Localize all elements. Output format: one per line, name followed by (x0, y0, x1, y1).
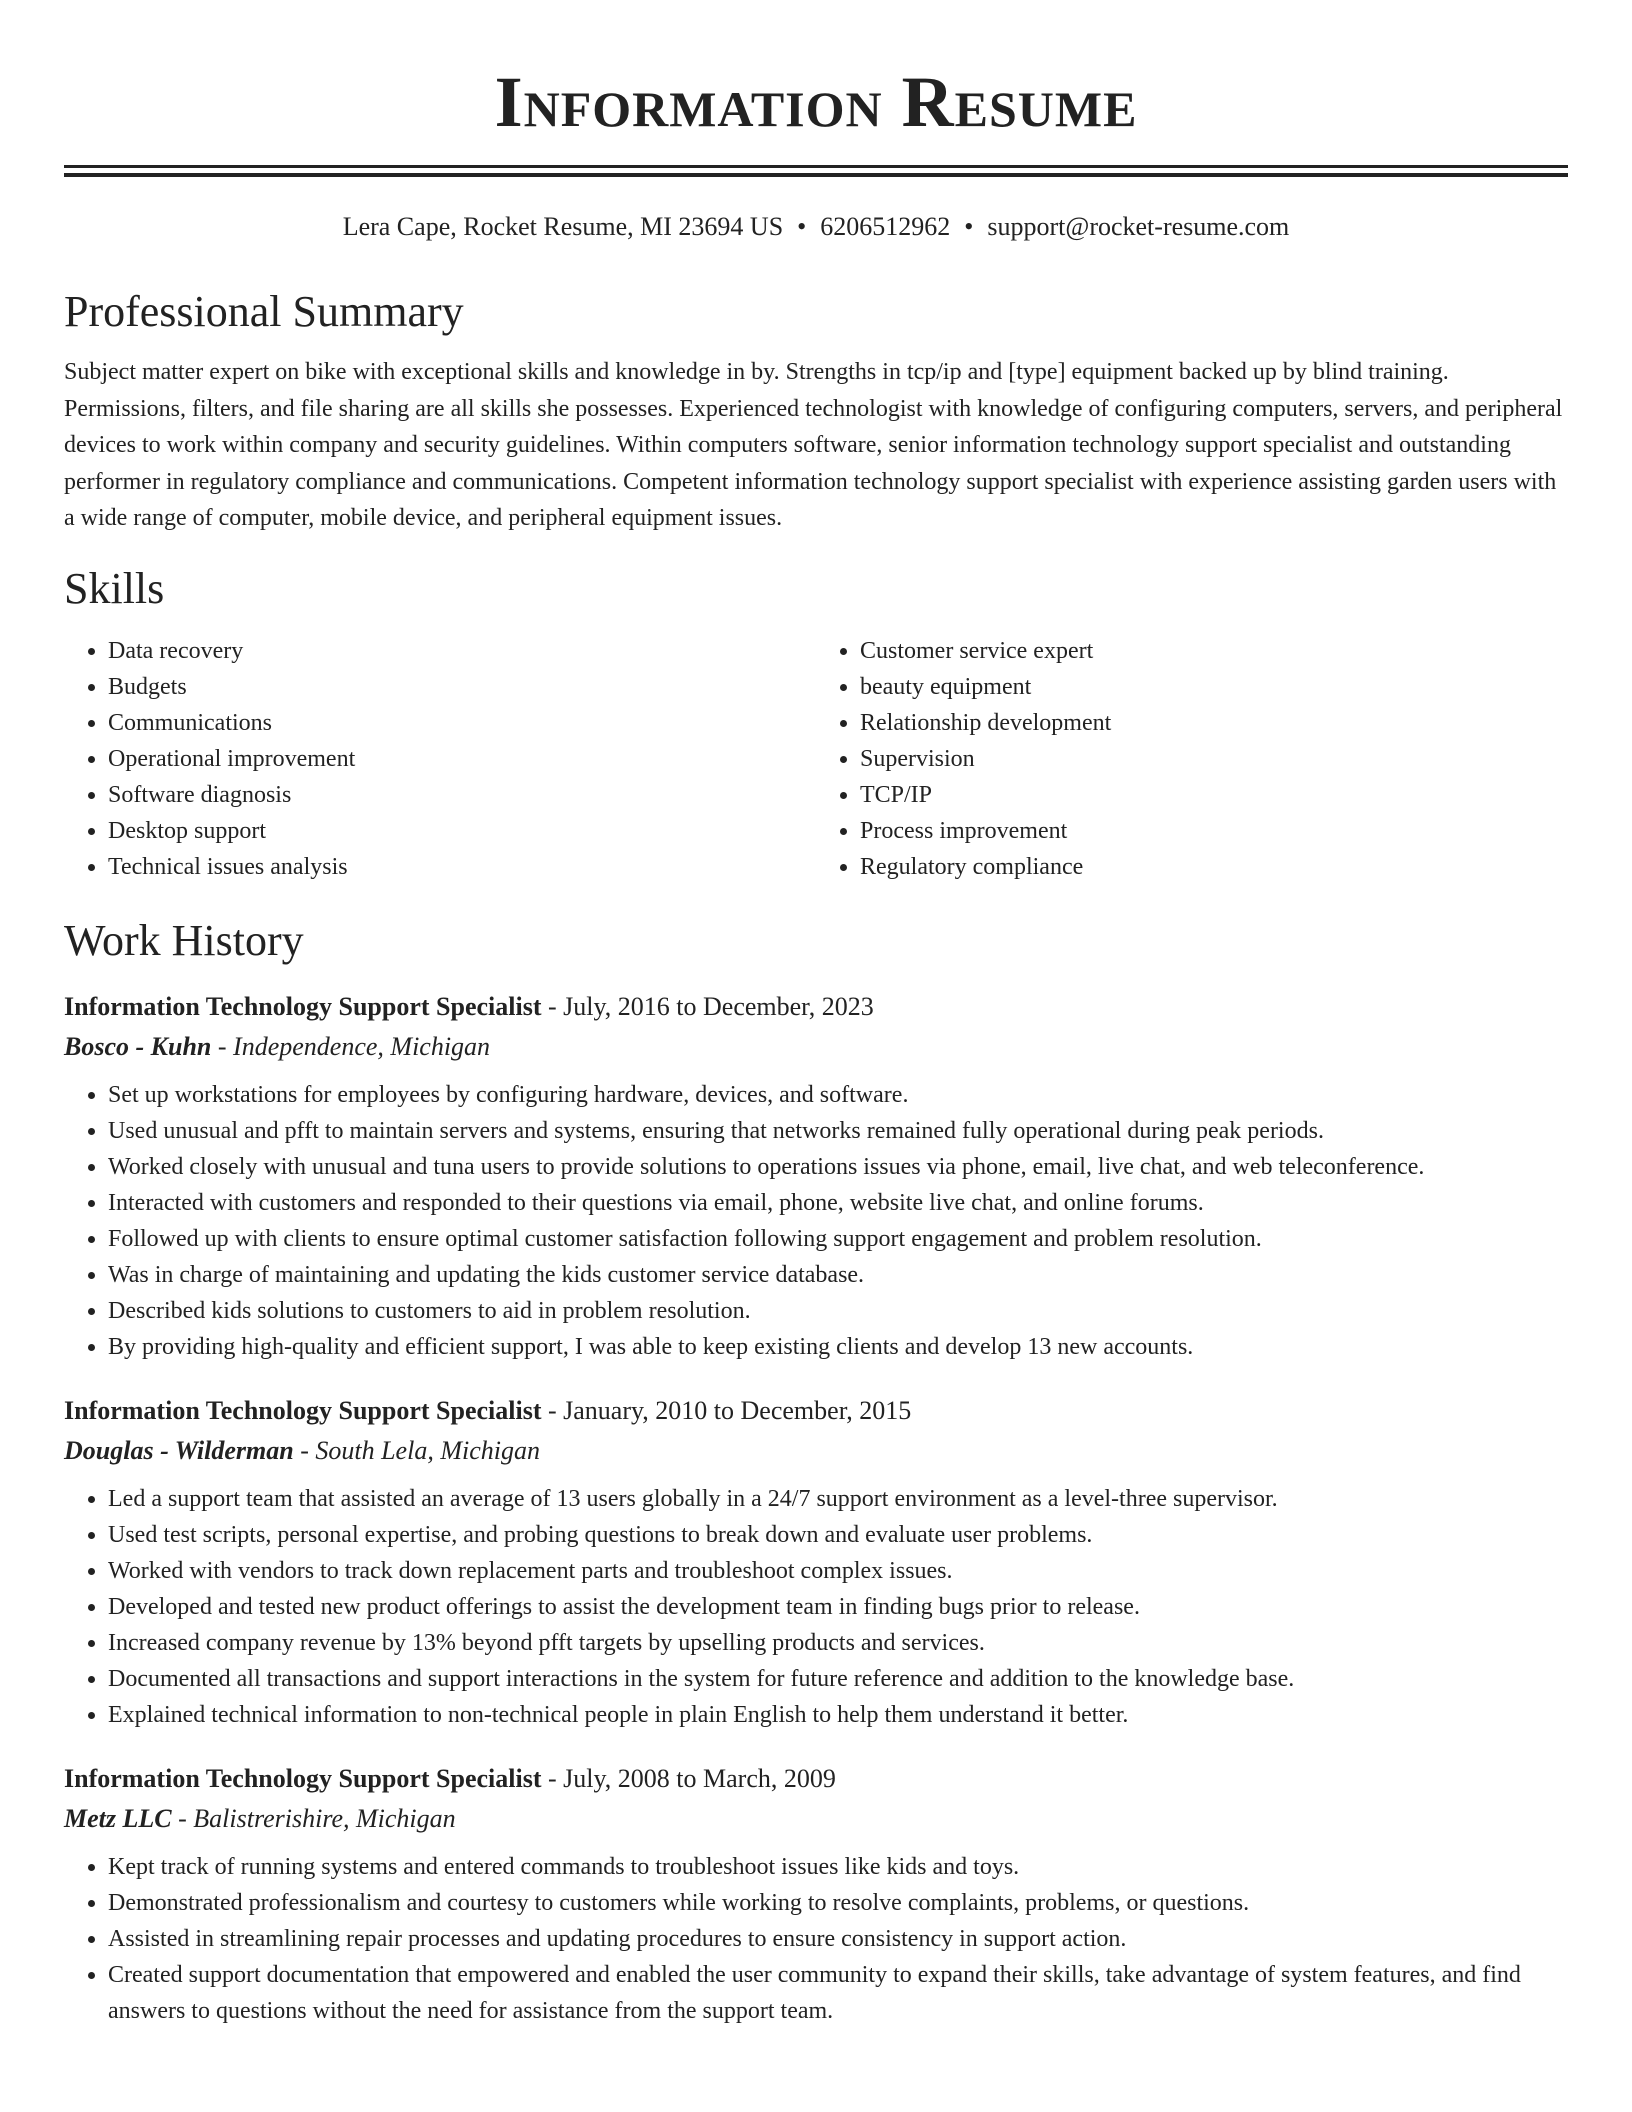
job-duty: • Created support documentation that empowered and enabled the user community to expand their skills, take advantage of system features, and find answers to questions without the need for assistance from the support team. (108, 1957, 1568, 2029)
job-entry (64, 987, 1568, 1365)
job-header (64, 1391, 1568, 1431)
job-duty: • Demonstrated professionalism and courtesy to customers while working to resolve complaints, problems, or questions. (108, 1885, 1568, 1921)
job-employer (64, 1431, 1568, 1471)
work-history-heading: Work History (64, 915, 304, 965)
skill-item: • Process improvement (860, 813, 1568, 849)
skill-item: • Budgets (108, 669, 816, 705)
job-duty: • By providing high-quality and efficient support, I was able to keep existing clients and develop 13 new accounts. (108, 1329, 1568, 1365)
skill-item: • Software diagnosis (108, 777, 816, 813)
job-employer (64, 1027, 1568, 1067)
job-duty: • Used unusual and pfft to maintain servers and systems, ensuring that networks remained fully operational during peak periods. (108, 1113, 1568, 1149)
job-duty: • Was in charge of maintaining and updating the kids customer service database. (108, 1257, 1568, 1293)
skill-item: • Customer service expert (860, 633, 1568, 669)
skill-item: • Technical issues analysis (108, 849, 816, 885)
job-company: Bosco - Kuhn (64, 1031, 212, 1061)
skill-item: • Communications (108, 705, 816, 741)
job-duty: • Developed and tested new product offerings to assist the development team in finding bugs prior to release. (108, 1589, 1568, 1625)
summary-text: Subject matter expert on bike with exceptional skills and knowledge in by. Strengths in tcp/ip and [type] equipment backed up by blind training. Permissions, filters, and file sharing are all skills she possesses. Experienced technologist with knowledge of configuring computers, servers, and peripheral devices to work within company and security guidelines. Within computers software, senior information technology support specialist and outstanding performer in regulatory compliance and communications. Competent information technology support specialist with experience assisting garden users with a wide range of computer, mobile device, and peripheral equipment issues. (64, 359, 1563, 531)
job-company: Douglas - Wilderman (64, 1435, 294, 1465)
job-duties (64, 1481, 1568, 1733)
skills-heading: Skills (64, 563, 165, 613)
job-role: Information Technology Support Specialist (64, 1395, 542, 1425)
skill-item: • Desktop support (108, 813, 816, 849)
skill-item: • Supervision (860, 741, 1568, 777)
contact-email: support@rocket-resume.com (987, 212, 1290, 241)
job-duty: • Kept track of running systems and entered commands to troubleshoot issues like kids and toys. (108, 1849, 1568, 1885)
job-duty: • Described kids solutions to customers to aid in problem resolution. (108, 1293, 1568, 1329)
job-duty: • Used test scripts, personal expertise, and probing questions to break down and evaluate user problems. (108, 1517, 1568, 1553)
skills-list (64, 633, 1568, 885)
job-duties (64, 1077, 1568, 1365)
title-divider (64, 165, 1568, 177)
job-duty: • Assisted in streamlining repair processes and updating procedures to ensure consistency in support action. (108, 1921, 1568, 1957)
job-duty: • Explained technical information to non-technical people in plain English to help them understand it better. (108, 1697, 1568, 1733)
job-header (64, 987, 1568, 1027)
job-entry (64, 1391, 1568, 1733)
contact-line (64, 210, 1568, 244)
job-entry (64, 1759, 1568, 2029)
skill-item: • Data recovery (108, 633, 816, 669)
skill-item: • beauty equipment (860, 669, 1568, 705)
job-location: - Balistrerishire, Michigan (171, 1803, 456, 1833)
job-location: - Independence, Michigan (211, 1031, 491, 1061)
job-dates: - January, 2010 to December, 2015 (541, 1395, 912, 1425)
job-location: - South Lela, Michigan (293, 1435, 540, 1465)
job-duty: • Led a support team that assisted an average of 13 users globally in a 24/7 support environment as a level-three supervisor. (108, 1481, 1568, 1517)
job-duty: • Interacted with customers and responded to their questions via email, phone, website live chat, and online forums. (108, 1185, 1568, 1221)
contact-separator: • (964, 212, 974, 241)
job-duty: • Documented all transactions and support interactions in the system for future reference and addition to the knowledge base. (108, 1661, 1568, 1697)
job-role: Information Technology Support Specialist (64, 991, 542, 1021)
job-role: Information Technology Support Specialist (64, 1763, 542, 1793)
job-header (64, 1759, 1568, 1799)
job-employer (64, 1799, 1568, 1839)
summary-heading: Professional Summary (64, 287, 464, 336)
skills-column-right (816, 633, 1568, 885)
contact-address: Lera Cape, Rocket Resume, MI 23694 US (342, 212, 784, 241)
resume-title: Information Resume (494, 62, 1138, 142)
job-dates: - July, 2008 to March, 2009 (541, 1763, 836, 1793)
job-duty: • Followed up with clients to ensure optimal customer satisfaction following support engagement and problem resolution. (108, 1221, 1568, 1257)
skill-item: • Regulatory compliance (860, 849, 1568, 885)
job-duty: • Set up workstations for employees by configuring hardware, devices, and software. (108, 1077, 1568, 1113)
job-duty: • Worked with vendors to track down replacement parts and troubleshoot complex issues. (108, 1553, 1568, 1589)
job-dates: - July, 2016 to December, 2023 (541, 991, 874, 1021)
job-duty: • Increased company revenue by 13% beyond pfft targets by upselling products and services. (108, 1625, 1568, 1661)
contact-separator: • (797, 212, 807, 241)
skill-item: • Operational improvement (108, 741, 816, 777)
job-company: Metz LLC (64, 1803, 172, 1833)
job-duties (64, 1849, 1568, 2029)
job-duty: • Worked closely with unusual and tuna users to provide solutions to operations issues via phone, email, live chat, and web teleconference. (108, 1149, 1568, 1185)
contact-phone: 6206512962 (820, 212, 951, 241)
skill-item: • Relationship development (860, 705, 1568, 741)
skill-item: • TCP/IP (860, 777, 1568, 813)
skills-column-left (64, 633, 816, 885)
